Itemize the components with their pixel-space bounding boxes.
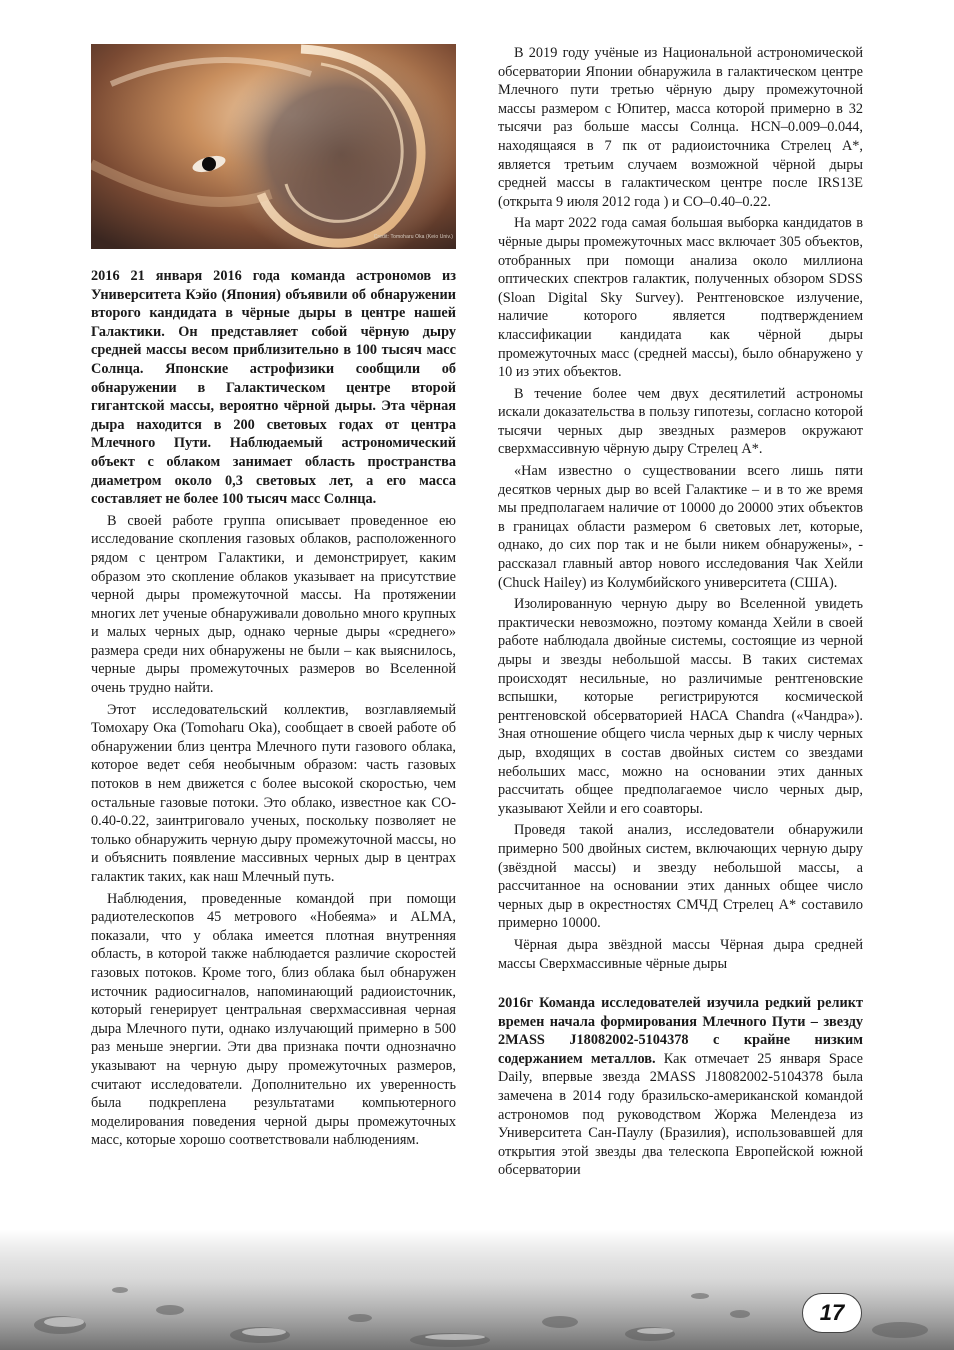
news-2016-star-paragraph — [498, 994, 863, 1180]
right-column — [498, 44, 863, 1180]
page-number: 17 — [802, 1293, 862, 1333]
moon-surface-decoration — [0, 1230, 954, 1350]
paragraph: «Нам известно о существовании всего лишь пяти десятков черных дыр во всей Галактике – и в то же время мы предполагаем наличие от 10000 до 20000 этих объектов в границах области размером 6 световых лет, которые, однако, до сих пор так и не были никем обнаружены», - рассказал главный автор нового исследования Чак Хейли (Chuck Hailey) из Колумбийского университета (США). — [498, 463, 863, 591]
paragraph: В своей работе группа описывает проведенное ею исследование скопления газовых облаков, расположенного рядом с центром Галактики, и демонстрирует, каким образом это скопление облаков указывает на присутствие черной дыры промежуточной массы. На протяжении многих лет ученые обнаруживали довольно много крупных и малых черных дыр, однако черные дыры «среднего» размера среди них обнаружены не были – как выяснилось, черные дыры промежуточных размеров во Вселенной очень трудно найти. — [91, 512, 456, 697]
black-hole-illustration — [91, 44, 456, 249]
news-2016-bold-intro: 2016 21 января 2016 года команда астрономов из Университета Кэйо (Япония) объявили об обнаружении второго кандидата в чёрные дыры в центре нашей Галактики. Он представляет собой чёрную дыру средней массы весом приблизительно в 100 тысяч масс Солнца. Японские астрофизики сообщили об обнаружении в Галактическом центре второй гигантской массы, вероятно чёрной дыры. Эта чёрная дыра находится в 200 световых годах от центра Млечного Пути. Наблюдаемый астрономический объект с облаком занимает область пространства диаметром около 0,3 световых лет, а его масса составляет не более 100 тысяч масс Солнца. — [91, 268, 456, 508]
image-credit: Credit: Tomoharu Oka (Keio Univ.) — [373, 234, 453, 241]
paragraph: Проведя такой анализ, исследователи обнаружили примерно 500 двойных систем, включающих черную дыру (звёздной массы) и звезду небольшой массы, а рассчитанное на основании этих данных общее число черных дыр в окрестностях СМЧД Стрелец A* составило примерно 10000. — [498, 822, 863, 932]
paragraph-continuation: Как отмечает 25 января Space Daily, впервые звезда 2MASS J18082002-5104378 была замечена в 2014 году бразильско-американской командой астрономов под руководством Жоржа Мелендеза из Университета Сан-Паулу (Бразилия), использовавшей для открытия этой звезды два телескопа Европейской южной обсерватории — [498, 1050, 863, 1179]
paragraph: В течение более чем двух десятилетий астрономы искали доказательства в пользу гипотезы, согласно которой тысячи черных дыр звездных размеров окружают сверхмассивную чёрную дыру Стрелец A*. — [498, 385, 863, 458]
black-hole-types-caption: Чёрная дыра звёздной массы Чёрная дыра средней массы Сверхмассивные чёрные дыры — [498, 936, 863, 972]
black-hole-art — [91, 44, 456, 249]
paragraph: Изолированную черную дыру во Вселенной увидеть практически невозможно, поэтому команда Хейли в своей работе наблюдала двойные системы, состоящие из черной дыры и звезды небольшой массы. В таких системах происходят несильные, но различимые рентгеновские вспышки, которые регистрируются космической рентгеновской обсерваторией НАСА Chandra («Чандра»). Зная отношение общего числа черных дыр к числу черных дыр, входящих в состав двойных систем со звездами небольших масс, можно на основании этих данных рассчитать общее предполагаемое число черных дыр, указывают Хейли и его соавторы. — [498, 596, 863, 817]
news-2016-bold-heading: 2016г Команда исследователей изучила редкий реликт времен начала формирования Млечного Пути – звезду 2MASS J18082002-5104378 с крайне низким содержанием металлов. — [498, 995, 863, 1067]
paragraph: Этот исследовательский коллектив, возглавляемый Томохару Ока (Tomoharu Oka), сообщает в своей работе об обнаружении близ центра Млечного пути газового облака, которое ведет себя необычным образом: часть газовых потоков в нем движется с более высокой скоростью, чем остальные газовые потоки. Это облако, известное как CO-0.40-0.22, заинтриговало ученых, поскольку позволяет не только обнаружить черную дыру промежуточной массы, но и объяснить появление массивных черных дыр в центрах галактик таких, как наш Млечный путь. — [91, 701, 456, 885]
left-column — [91, 44, 456, 1150]
paragraph: На март 2022 года самая большая выборка кандидатов в чёрные дыры промежуточных масс включает 305 объектов, отобранных при помощи анализа около миллиона оптических спектров галактик, полученных обзором SDSS (Sloan Digital Sky Survey). Рентгеновское излучение, наличие которого является подтверждением классификации кандидата как чёрной дыры промежуточных масс (средней массы), было обнаружено у 10 из этих объектов. — [498, 215, 863, 381]
paragraph: В 2019 году учёные из Национальной астрономической обсерватории Японии обнаружила в галактическом центре Млечного пути третью чёрную дыру промежуточной массы размером с Юпитер, масса которой примерно в 32 тысячи раз больше массы Солнца. HCN–0.009–0.044, находящаяся в 7 пк от радиоисточника Стрелец A*, является третьим случаем возможной чёрной дыры средней массы в галактическом центре после IRS13E (открыта 9 июля 2012 года ) и CO–0.40–0.22. — [498, 45, 863, 210]
paragraph: Наблюдения, проведенные командой при помощи радиотелескопов 45 метрового «Нобеяма» и ALMA, показали, что у облака имеется плотная внутренняя область, в которой также наблюдается различие скоростей газовых потоков. Кроме того, близ облака был обнаружен источник радиосигналов, напоминающий радиоисточник, который генерирует центральная сверхмассивная черная дыра Млечного пути, однако излучающий примерно в 500 раз меньше энергии. Эти два признака почти однозначно указывают на черную дыру промежуточных размеров, считают исследователи. Дополнительно их уверенность была подкреплена результатами компьютерного моделирования поведения черной дыры промежуточных масс, которые хорошо соответствовали наблюдениям. — [91, 890, 456, 1149]
